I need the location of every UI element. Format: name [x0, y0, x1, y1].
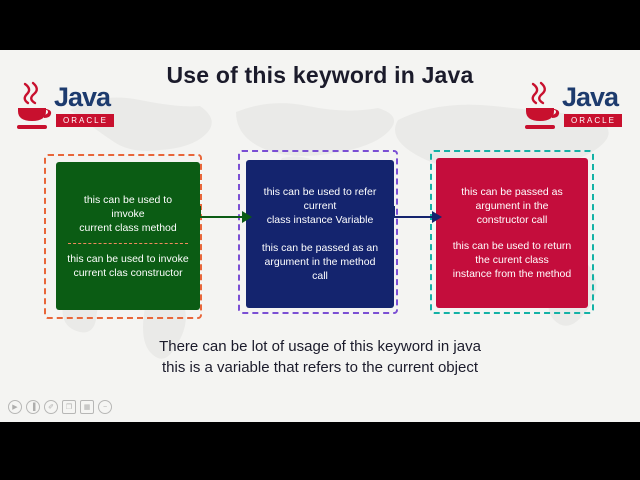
copy-button[interactable]: ❐: [62, 400, 76, 414]
block-section: [254, 178, 386, 234]
oracle-badge: ORACLE: [56, 114, 114, 127]
block-text-line: argument in the method: [264, 256, 376, 268]
arrow-green-to-blue-icon: [198, 202, 254, 232]
block-text-line: instance from the method: [452, 268, 572, 280]
caption-line-1: There can be lot of usage of this keyword in java: [159, 338, 481, 355]
block-section: [64, 246, 192, 286]
block-text-line: this can be used to return: [452, 240, 572, 252]
diagram-block-green: [56, 162, 200, 310]
zoom-out-button[interactable]: −: [98, 400, 112, 414]
section-divider: [68, 243, 188, 244]
play-button[interactable]: ▶: [8, 400, 22, 414]
slide-canvas: [0, 50, 640, 422]
block-section: [444, 233, 580, 287]
java-cup-icon: [520, 80, 560, 132]
pen-button[interactable]: ✐: [44, 400, 58, 414]
java-logo-left: [10, 78, 122, 140]
block-text-line: this can be passed as an: [261, 242, 379, 254]
oracle-badge: ORACLE: [564, 114, 622, 127]
block-text-line: call: [312, 270, 328, 282]
pause-button[interactable]: ▐: [26, 400, 40, 414]
java-wordmark: Java: [562, 82, 619, 112]
block-text-line: class instance Variable: [266, 214, 374, 226]
java-wordmark: Java: [54, 82, 111, 112]
grid-button[interactable]: ▦: [80, 400, 94, 414]
slide-caption: [60, 336, 580, 378]
block-text-line: current: [303, 200, 337, 212]
block-text-line: current class method: [79, 221, 177, 234]
block-text-line: the curent class: [475, 254, 549, 266]
block-section: [444, 179, 580, 233]
block-text-line: this can be used to refer: [263, 186, 377, 198]
block-text-line: this can be passed as: [461, 186, 563, 198]
diagram-block-red: [436, 158, 588, 308]
java-cup-icon: [12, 80, 52, 132]
arrow-blue-to-red-icon: [392, 202, 444, 232]
block-text-line: this can be used to imvoke: [83, 193, 173, 220]
block-text-line: this can be used to invoke: [67, 252, 189, 265]
caption-line-2: this is a variable that refers to the current object: [162, 359, 478, 376]
block-text-line: constructor call: [476, 214, 548, 226]
block-section: [64, 187, 192, 241]
player-toolbar[interactable]: [8, 400, 112, 414]
block-text-line: current clas constructor: [73, 266, 183, 279]
java-logo-right: [518, 78, 630, 140]
page-title: Use of this keyword in Java: [166, 62, 474, 88]
block-text-line: argument in the: [475, 200, 549, 212]
block-section: [254, 234, 386, 290]
diagram-block-blue: [246, 160, 394, 308]
